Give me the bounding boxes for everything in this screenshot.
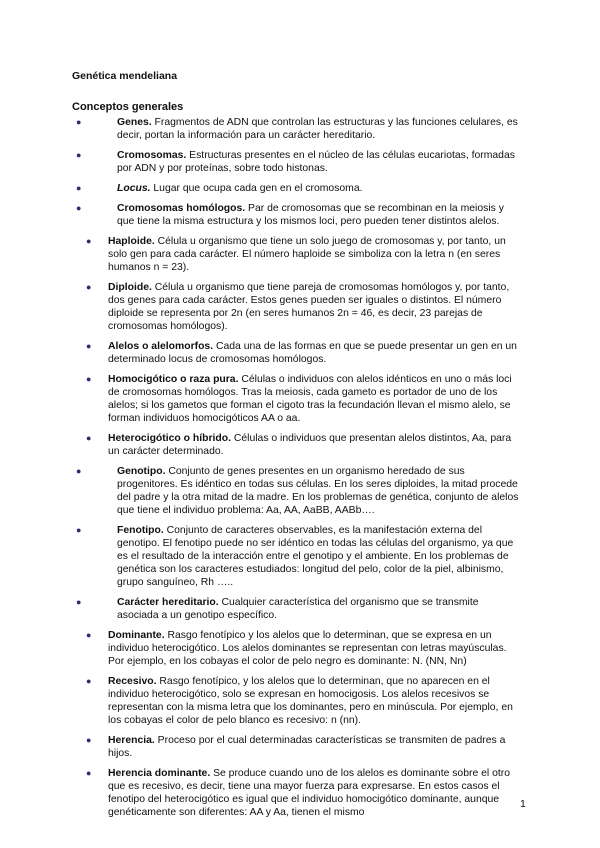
term: Locus. <box>117 183 151 194</box>
definition: Par de cromosomas que se recombinan en la meiosis y que tiene la misma estructura y los mismos loci, pero pueden tener distintos alelos. <box>117 203 504 227</box>
bullet-icon: ● <box>76 117 82 127</box>
definition: Células o individuos que presentan alelos distintos, Aa, para un carácter determinado. <box>108 433 512 457</box>
list-item-cromosomas-homologos <box>0 202 600 228</box>
list-item-heterocigotico <box>0 432 600 458</box>
term: Recesivo. <box>108 676 157 687</box>
bullet-icon: ● <box>86 735 92 745</box>
bullet-icon: ● <box>76 525 82 535</box>
bullet-icon: ● <box>76 150 82 160</box>
term: Cromosomas homólogos. <box>117 203 246 214</box>
list-item-genes <box>0 116 600 142</box>
list-item-recesivo <box>0 675 600 727</box>
list-item-genotipo <box>0 465 600 517</box>
bullet-icon: ● <box>86 282 92 292</box>
term: Fenotipo. <box>117 525 164 536</box>
definition: Célula u organismo que tiene un solo juego de cromosomas y, por tanto, un solo gen para cada carácter. El número haploide se simboliza con la letra n (en seres humanos n = 23). <box>108 236 506 273</box>
list-item-locus <box>0 182 600 195</box>
definition: Estructuras presentes en el núcleo de las células eucariotas, formadas por ADN y por proteínas, sobre todo histonas. <box>117 150 515 174</box>
bullet-icon: ● <box>86 374 92 384</box>
bullet-icon: ● <box>86 341 92 351</box>
bullet-icon: ● <box>86 236 92 246</box>
definition: Fragmentos de ADN que controlan las estructuras y las funciones celulares, es decir, portan la información para un carácter hereditario. <box>117 117 518 141</box>
term: Carácter hereditario. <box>117 597 219 608</box>
term: Herencia dominante. <box>108 768 211 779</box>
term: Herencia. <box>108 735 155 746</box>
bullet-icon: ● <box>76 466 82 476</box>
list-item-herencia <box>0 734 600 760</box>
definition: Lugar que ocupa cada gen en el cromosoma. <box>150 183 363 194</box>
definition: Célula u organismo que tiene pareja de cromosomas homólogos y, por tanto, dos genes para cada carácter. Estos genes pueden ser iguales o distintos. El número diploide se representa por 2n (en seres humanos 2n = 46, es decir, 23 parejas de cromosomas homólogos). <box>108 282 510 332</box>
bullet-icon: ● <box>86 630 92 640</box>
term: Heterocigótico o híbrido. <box>108 433 231 444</box>
list-item-homocigotico <box>0 373 600 425</box>
section-heading: Conceptos generales <box>72 101 184 113</box>
definition: Conjunto de genes presentes en un organismo heredado de sus progenitores. Es idéntico en todas sus células. En los seres diploides, la mitad procede del padre y la otra mitad de la madre. En los problemas de genética, conjunto de alelos que tiene el individuo problema: Aa, AA, AaBB, AABb…. <box>117 466 519 516</box>
definition: Conjunto de caracteres observables, es la manifestación externa del genotipo. El fenotipo puede no ser idéntico en todas las células del organismo, ya que es el resultado de la interacción entre el genotipo y el ambiente. En los problemas de genética son los caracteres estudiados: longitud del pelo, color de la piel, albinismo, grupo sanguíneo, Rh ….. <box>117 525 514 588</box>
page-number: 1 <box>520 798 526 810</box>
definition: Se produce cuando uno de los alelos es dominante sobre el otro que es recesivo, es decir, tiene una mayor fuerza para expresarse. En estos casos el fenotipo del heterocigótico es igual que el individuo homocigótico dominante, aunque genéticamente son diferentes: AA y Aa, tienen el mismo <box>108 768 510 818</box>
definition: Rasgo fenotípico, y los alelos que lo determinan, que no aparecen en el individuo heterocigótico, solo se expresan en homocigosis. Los alelos recesivos se representan con la misma letra que los dominantes, pero en minúscula. Por ejemplo, en los cobayas el color de pelo blanco es recesivo: n (nn). <box>108 676 513 726</box>
term: Genes. <box>117 117 152 128</box>
concept-list <box>0 116 600 826</box>
definition: Proceso por el cual determinadas características se transmiten de padres a hijos. <box>108 735 506 759</box>
bullet-icon: ● <box>76 183 82 193</box>
term: Alelos o alelomorfos. <box>108 341 214 352</box>
definition: Cada una de las formas en que se puede presentar un gen en un determinado locus de cromosomas homólogos. <box>108 341 517 365</box>
list-item-fenotipo <box>0 524 600 589</box>
definition: Cualquier característica del organismo que se transmite asociada a un genotipo específico. <box>117 597 479 621</box>
list-item-caracter-hereditario <box>0 596 600 622</box>
term: Haploide. <box>108 236 155 247</box>
term: Diploide. <box>108 282 152 293</box>
definition: Rasgo fenotípico y los alelos que lo determinan, que se expresa en un individuo heterocigótico. Los alelos dominantes se representan con letras mayúsculas. Por ejemplo, en los cobayas el color de pelo negro es dominante: N. (NN, Nn) <box>108 630 507 667</box>
bullet-icon: ● <box>86 676 92 686</box>
bullet-icon: ● <box>86 768 92 778</box>
list-item-cromosomas <box>0 149 600 175</box>
term: Genotipo. <box>117 466 166 477</box>
list-item-haploide <box>0 235 600 274</box>
definition: Células o individuos con alelos idénticos en uno o más loci de cromosomas homólogos. Tras la meiosis, cada gameto es portador de uno de los alelos; si los gametos que forman el cigoto tras la fecundación llevan el mismo alelo, se forman individuos homocigóticos AA o aa. <box>108 374 512 424</box>
list-item-dominante <box>0 629 600 668</box>
list-item-alelos <box>0 340 600 366</box>
page-title: Genética mendeliana <box>72 70 178 82</box>
bullet-icon: ● <box>76 203 82 213</box>
list-item-herencia-dominante <box>0 767 600 819</box>
term: Cromosomas. <box>117 150 187 161</box>
list-item-diploide <box>0 281 600 333</box>
bullet-icon: ● <box>76 597 82 607</box>
term: Dominante. <box>108 630 165 641</box>
term: Homocigótico o raza pura. <box>108 374 239 385</box>
bullet-icon: ● <box>86 433 92 443</box>
